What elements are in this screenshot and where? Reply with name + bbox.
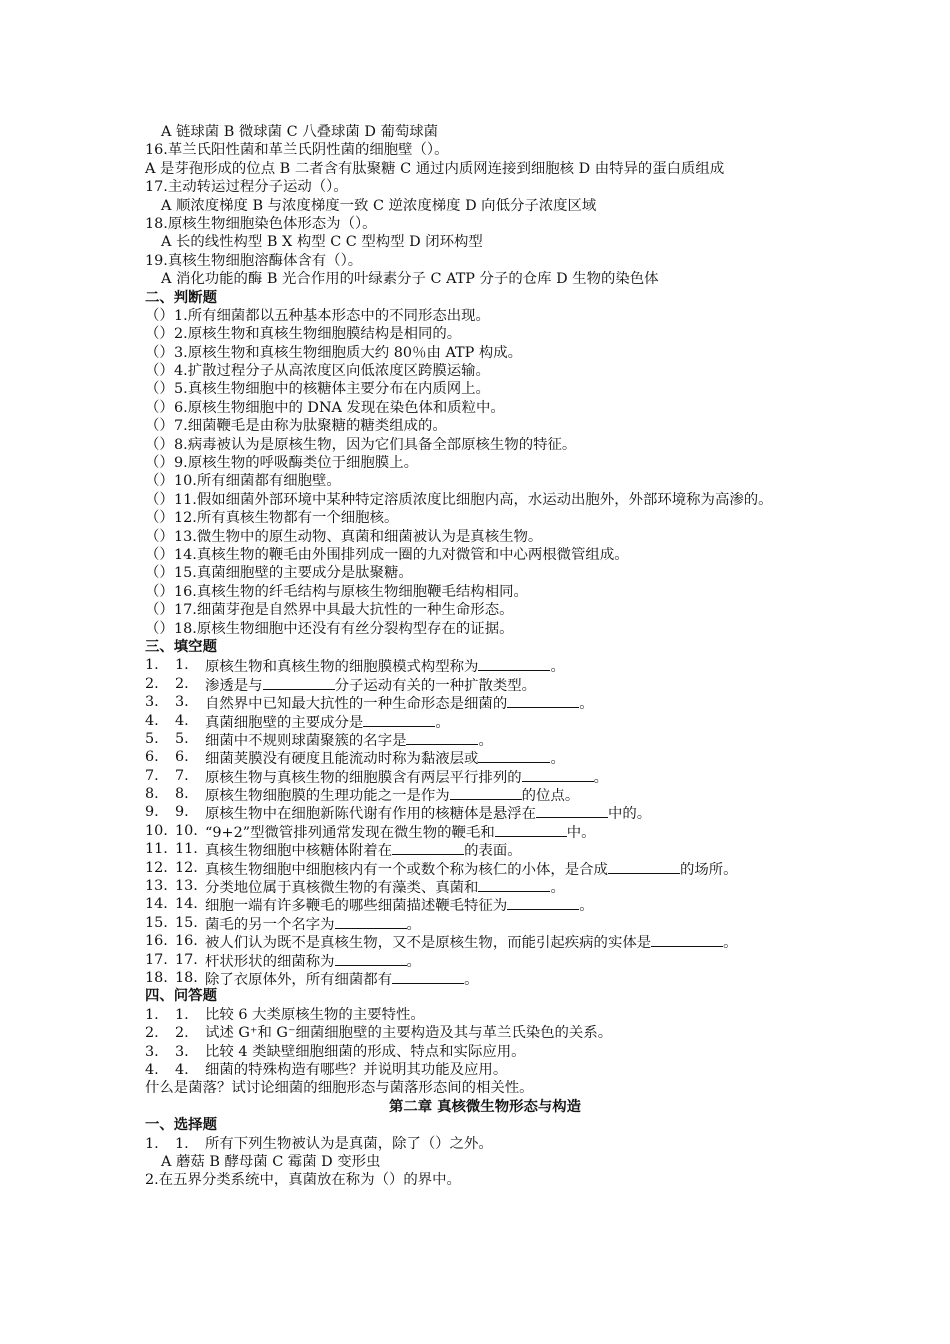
item-subnumber: 7. (175, 767, 189, 784)
item-subnumber: 13. (175, 878, 198, 895)
fill-blank-item (145, 693, 825, 711)
text-after-blank: 。 (723, 935, 738, 952)
qa-list (145, 1006, 825, 1080)
item-number: 14. (145, 896, 168, 913)
item-subnumber: 1. (175, 1006, 189, 1023)
fill-blank-item (145, 969, 825, 987)
statement-text: 2.原核生物和真核生物细胞膜结构是相同的。 (174, 326, 462, 343)
choice-questions-continued (145, 123, 825, 289)
text-after-blank: 中。 (566, 824, 596, 841)
fill-blank-item (145, 712, 825, 730)
question-text: 所有下列生物被认为是真菌，除了（）之外。 (205, 1135, 493, 1152)
item-number: 17. (145, 951, 168, 968)
question-text: 细菌的特殊构造有哪些？并说明其功能及应用。 (205, 1061, 508, 1078)
answer-parens: （） (145, 547, 174, 563)
document-page (145, 123, 825, 1190)
text-after-blank: 。 (406, 953, 421, 970)
answer-blank (392, 840, 464, 855)
text-before-blank: “9+2”型微管排列通常发现在微生物的鞭毛和 (205, 824, 495, 841)
text-after-blank: 。 (579, 696, 594, 713)
fill-blank-item (145, 840, 825, 858)
true-false-item (145, 509, 825, 527)
text-before-blank: 分类地位属于真核微生物的有藻类、真菌和 (205, 880, 479, 897)
answer-blank (263, 675, 335, 690)
text-before-blank: 菌毛的另一个名字为 (205, 916, 335, 933)
text-after-blank: 中的。 (608, 806, 652, 823)
item-number: 13. (145, 878, 168, 895)
text-after-blank: 。 (435, 714, 450, 731)
item-subnumber: 14. (175, 896, 198, 913)
answer-blank (536, 803, 608, 818)
answer-parens: （） (145, 620, 174, 637)
item-number: 3. (145, 1043, 159, 1060)
fill-blank-item (145, 951, 825, 969)
item-subnumber: 6. (175, 749, 189, 766)
text-after-blank: 的场所。 (679, 861, 738, 878)
answer-blank (495, 822, 567, 837)
answer-parens: （） (145, 491, 174, 508)
item-text (205, 656, 565, 674)
chapter-title: 第二章 真核微生物形态与构造 (388, 1097, 582, 1115)
fill-blank-item (145, 914, 825, 932)
answer-parens: （） (145, 473, 174, 490)
item-text (205, 877, 565, 895)
statement-text: 1.所有细菌都以五种基本形态中的不同形态出现。 (174, 307, 490, 324)
answer-parens: （） (145, 436, 174, 453)
fill-blank-item (145, 656, 825, 674)
item-text (205, 675, 536, 693)
item-text (205, 951, 421, 969)
fill-blank-item (145, 675, 825, 693)
item-text (205, 969, 479, 987)
answer-parens: （） (145, 399, 174, 416)
item-subnumber: 10. (175, 822, 198, 839)
item-text (205, 730, 493, 748)
item-number: 7. (145, 767, 159, 784)
item-subnumber: 4. (175, 712, 189, 729)
item-subnumber: 12. (175, 859, 198, 876)
choice-line: A 链球菌 B 微球菌 C 八叠球菌 D 葡萄球菌 (161, 124, 439, 140)
item-number: 4. (145, 712, 159, 729)
chapter2-question-1-options: A 蘑菇 B 酵母菌 C 霉菌 D 变形虫 (161, 1153, 381, 1170)
text-after-blank: 。 (550, 751, 565, 768)
true-false-item (145, 472, 825, 490)
text-after-blank: 的表面。 (464, 843, 522, 860)
answer-blank (392, 969, 464, 984)
text-after-blank: 。 (406, 916, 421, 933)
answer-blank (608, 859, 680, 874)
statement-text: 12.所有真核生物都有一个细胞核。 (174, 510, 399, 527)
answer-parens: （） (145, 326, 174, 343)
item-number: 6. (145, 749, 159, 766)
chapter2-question-2: 2.在五界分类系统中，真菌放在称为（）的界中。 (145, 1172, 461, 1189)
item-number: 9. (145, 804, 159, 821)
answer-blank (507, 693, 579, 708)
fill-blank-item (145, 859, 825, 877)
true-false-list (145, 307, 825, 638)
text-before-blank: 真核生物细胞中细胞核内有一个或数个称为核仁的小体，是合成 (205, 861, 608, 878)
qa-last-item: 什么是菌落？试讨论细菌的细胞形态与菌落形态间的相关性。 (145, 1080, 534, 1097)
text-before-blank: 真核生物细胞中核糖体附着在 (205, 843, 393, 860)
fill-blank-item (145, 748, 825, 766)
statement-text: 4.扩散过程分子从高浓度区向低浓度区跨膜运输。 (174, 363, 490, 380)
item-subnumber: 2. (175, 675, 189, 692)
true-false-item (145, 583, 825, 601)
item-number: 18. (145, 969, 168, 986)
choice-line: 16.革兰氏阳性菌和革兰氏阴性菌的细胞壁（）。 (145, 142, 449, 159)
text-before-blank: 除了衣原体外，所有细菌都有 (205, 971, 393, 988)
qa-item (145, 1024, 825, 1042)
fill-blank-heading: 三、填空题 (145, 637, 217, 655)
true-false-item (145, 454, 825, 472)
item-number: 8. (145, 786, 159, 803)
fill-blank-list (145, 656, 825, 987)
text-before-blank: 渗透是与 (205, 677, 263, 694)
item-text (205, 693, 594, 711)
fill-blank-item (145, 785, 825, 803)
choice-line: 17.主动转运过程分子运动（）。 (145, 179, 348, 196)
qa-heading: 四、问答题 (145, 987, 217, 1005)
statement-text: 14.真核生物的鞭毛由外围排列成一圈的九对微管和中心两根微管组成。 (174, 547, 629, 563)
true-false-item (145, 344, 825, 362)
item-subnumber: 5. (175, 730, 189, 747)
true-false-item (145, 601, 825, 619)
answer-blank (478, 656, 550, 671)
text-before-blank: 原核生物与真核生物的细胞膜含有两层平行排列的 (205, 769, 522, 786)
item-text (205, 767, 608, 785)
statement-text: 8.病毒被认为是原核生物，因为它们具备全部原核生物的特征。 (174, 436, 577, 453)
item-subnumber: 4. (175, 1061, 189, 1078)
statement-text: 3.原核生物和真核生物细胞质大约 80％由 ATP 构成。 (174, 344, 523, 361)
item-number: 11. (145, 841, 168, 858)
chapter2-choice-heading: 一、选择题 (145, 1116, 217, 1134)
item-number: 1. (145, 657, 159, 674)
fill-blank-item (145, 767, 825, 785)
text-before-blank: 真菌细胞壁的主要成分是 (205, 714, 364, 731)
text-after-blank: 。 (550, 659, 565, 676)
item-number: 4. (145, 1061, 159, 1078)
statement-text: 7.细菌鞭毛是由称为肽聚糖的糖类组成的。 (174, 418, 447, 435)
choice-line: A 顺浓度梯度 B 与浓度梯度一致 C 逆浓度梯度 D 向低分子浓度区域 (161, 197, 597, 214)
true-false-item (145, 528, 825, 546)
answer-parens: （） (145, 381, 174, 398)
text-after-blank: 分子运动有关的一种扩散类型。 (334, 677, 537, 694)
true-false-item (145, 325, 825, 343)
text-before-blank: 细菌中不规则球菌聚簇的名字是 (205, 732, 407, 749)
item-number: 3. (145, 694, 159, 711)
answer-blank (507, 895, 579, 910)
choice-line: 18.原核生物细胞染色体形态为（）。 (145, 215, 377, 232)
answer-parens: （） (145, 510, 174, 527)
true-false-item (145, 620, 825, 638)
question-text: 比较 6 大类原核生物的主要特性。 (205, 1006, 425, 1023)
fill-blank-item (145, 877, 825, 895)
fill-blank-item (145, 730, 825, 748)
fill-blank-item (145, 803, 825, 821)
statement-text: 5.真核生物细胞中的核糖体主要分布在内质网上。 (174, 381, 490, 398)
item-text (205, 932, 738, 950)
statement-text: 15.真菌细胞壁的主要成分是肽聚糖。 (174, 565, 413, 582)
item-subnumber: 1. (175, 657, 189, 674)
item-number: 1. (145, 1006, 159, 1023)
item-text (205, 914, 421, 932)
fill-blank-item (145, 822, 825, 840)
item-number: 15. (145, 914, 168, 931)
text-before-blank: 自然界中已知最大抗性的一种生命形态是细菌的 (205, 696, 508, 713)
choice-line: A 是芽孢形成的位点 B 二者含有肽聚糖 C 通过内质网连接到细胞核 D 由特异的蛋白质组成 (145, 160, 725, 177)
answer-parens: （） (145, 528, 174, 545)
item-number: 2. (145, 1025, 159, 1042)
statement-text: 6.原核生物细胞中的 DNA 发现在染色体和质粒中。 (174, 399, 505, 416)
true-false-item (145, 399, 825, 417)
text-before-blank: 原核生物中在细胞新陈代谢有作用的核糖体是悬浮在 (205, 806, 536, 823)
item-number: 12. (145, 859, 168, 876)
choice-line: 19.真核生物细胞溶酶体含有（）。 (145, 252, 363, 269)
answer-blank (335, 914, 407, 929)
answer-blank (363, 712, 435, 727)
answer-blank (651, 932, 723, 947)
true-false-item (145, 362, 825, 380)
item-number: 1. (145, 1135, 159, 1152)
item-text (205, 803, 651, 821)
text-before-blank: 被人们认为既不是真核生物，又不是原核生物，而能引起疾病的实体是 (205, 935, 652, 952)
choice-line: A 消化功能的酶 B 光合作用的叶绿素分子 C ATP 分子的仓库 D 生物的染色体 (161, 271, 659, 288)
item-number: 5. (145, 730, 159, 747)
item-text (205, 859, 738, 877)
item-subnumber: 2. (175, 1025, 189, 1042)
choice-line: A 长的线性构型 B X 构型 C C 型构型 D 闭环构型 (161, 234, 483, 251)
qa-item (145, 1006, 825, 1024)
answer-blank (406, 730, 478, 745)
answer-parens: （） (145, 418, 174, 435)
statement-text: 18.原核生物细胞中还没有有丝分裂构型存在的证据。 (174, 620, 514, 637)
answer-parens: （） (145, 583, 174, 600)
text-before-blank: 杆状形状的细菌称为 (205, 953, 335, 970)
answer-blank (450, 785, 522, 800)
text-after-blank: 。 (478, 732, 493, 749)
item-subnumber: 17. (175, 951, 198, 968)
item-subnumber: 18. (175, 969, 198, 986)
statement-text: 9.原核生物的呼吸酶类位于细胞膜上。 (174, 455, 418, 472)
answer-blank (522, 767, 594, 782)
item-text (205, 822, 596, 840)
fill-blank-item (145, 932, 825, 950)
item-number: 10. (145, 822, 168, 839)
item-text (205, 785, 579, 803)
answer-parens: （） (145, 602, 174, 619)
true-false-heading: 二、判断题 (145, 288, 217, 306)
answer-blank (335, 951, 407, 966)
answer-blank (478, 877, 550, 892)
true-false-item (145, 436, 825, 454)
question-text: 试述 G⁺和 G⁻细菌细胞壁的主要构造及其与革兰氏染色的关系。 (205, 1025, 613, 1042)
text-after-blank: 的位点。 (521, 788, 580, 805)
qa-item (145, 1043, 825, 1061)
item-subnumber: 15. (175, 914, 198, 931)
item-subnumber: 1. (175, 1135, 189, 1152)
answer-blank (478, 748, 550, 763)
text-after-blank: 。 (464, 971, 479, 988)
text-after-blank: 。 (593, 769, 609, 786)
true-false-item (145, 546, 825, 564)
item-subnumber: 8. (175, 786, 189, 803)
text-after-blank: 。 (550, 880, 565, 897)
fill-blank-item (145, 895, 825, 913)
item-number: 2. (145, 675, 159, 692)
qa-item (145, 1061, 825, 1079)
statement-text: 17.细菌芽孢是自然界中具最大抗性的一种生命形态。 (174, 602, 514, 619)
answer-parens: （） (145, 565, 174, 582)
text-before-blank: 细菌荚膜没有硬度且能流动时称为黏液层或 (205, 751, 479, 768)
item-subnumber: 11. (175, 841, 198, 858)
item-subnumber: 9. (175, 804, 189, 821)
item-text (205, 895, 594, 913)
text-before-blank: 原核生物细胞膜的生理功能之一是作为 (205, 788, 450, 805)
text-before-blank: 细胞一端有许多鞭毛的哪些细菌描述鞭毛特征为 (205, 898, 508, 915)
answer-parens: （） (145, 344, 174, 361)
item-text (205, 748, 565, 766)
true-false-item (145, 380, 825, 398)
chapter2-question-1 (145, 1135, 825, 1153)
item-subnumber: 3. (175, 1043, 189, 1060)
item-number: 16. (145, 933, 168, 950)
answer-parens: （） (145, 455, 174, 472)
statement-text: 16.真核生物的纤毛结构与原核生物细胞鞭毛结构相同。 (174, 583, 528, 600)
statement-text: 10.所有细菌都有细胞壁。 (174, 473, 341, 490)
statement-text: 11.假如细菌外部环境中某种特定溶质浓度比细胞内高，水运动出胞外，外部环境称为高渗的。 (174, 491, 773, 508)
text-after-blank: 。 (579, 898, 594, 915)
true-false-item (145, 564, 825, 582)
answer-parens: （） (145, 363, 174, 380)
item-text (205, 840, 522, 858)
item-text (205, 712, 450, 730)
question-text: 比较 4 类缺壁细胞细菌的形成、特点和实际应用。 (205, 1043, 526, 1060)
true-false-item (145, 417, 825, 435)
true-false-item (145, 307, 825, 325)
statement-text: 13.微生物中的原生动物、真菌和细菌被认为是真核生物。 (174, 528, 543, 545)
item-subnumber: 3. (175, 694, 189, 711)
text-before-blank: 原核生物和真核生物的细胞膜模式构型称为 (205, 659, 479, 676)
true-false-item (145, 491, 825, 509)
item-subnumber: 16. (175, 933, 198, 950)
answer-parens: （） (145, 307, 174, 324)
